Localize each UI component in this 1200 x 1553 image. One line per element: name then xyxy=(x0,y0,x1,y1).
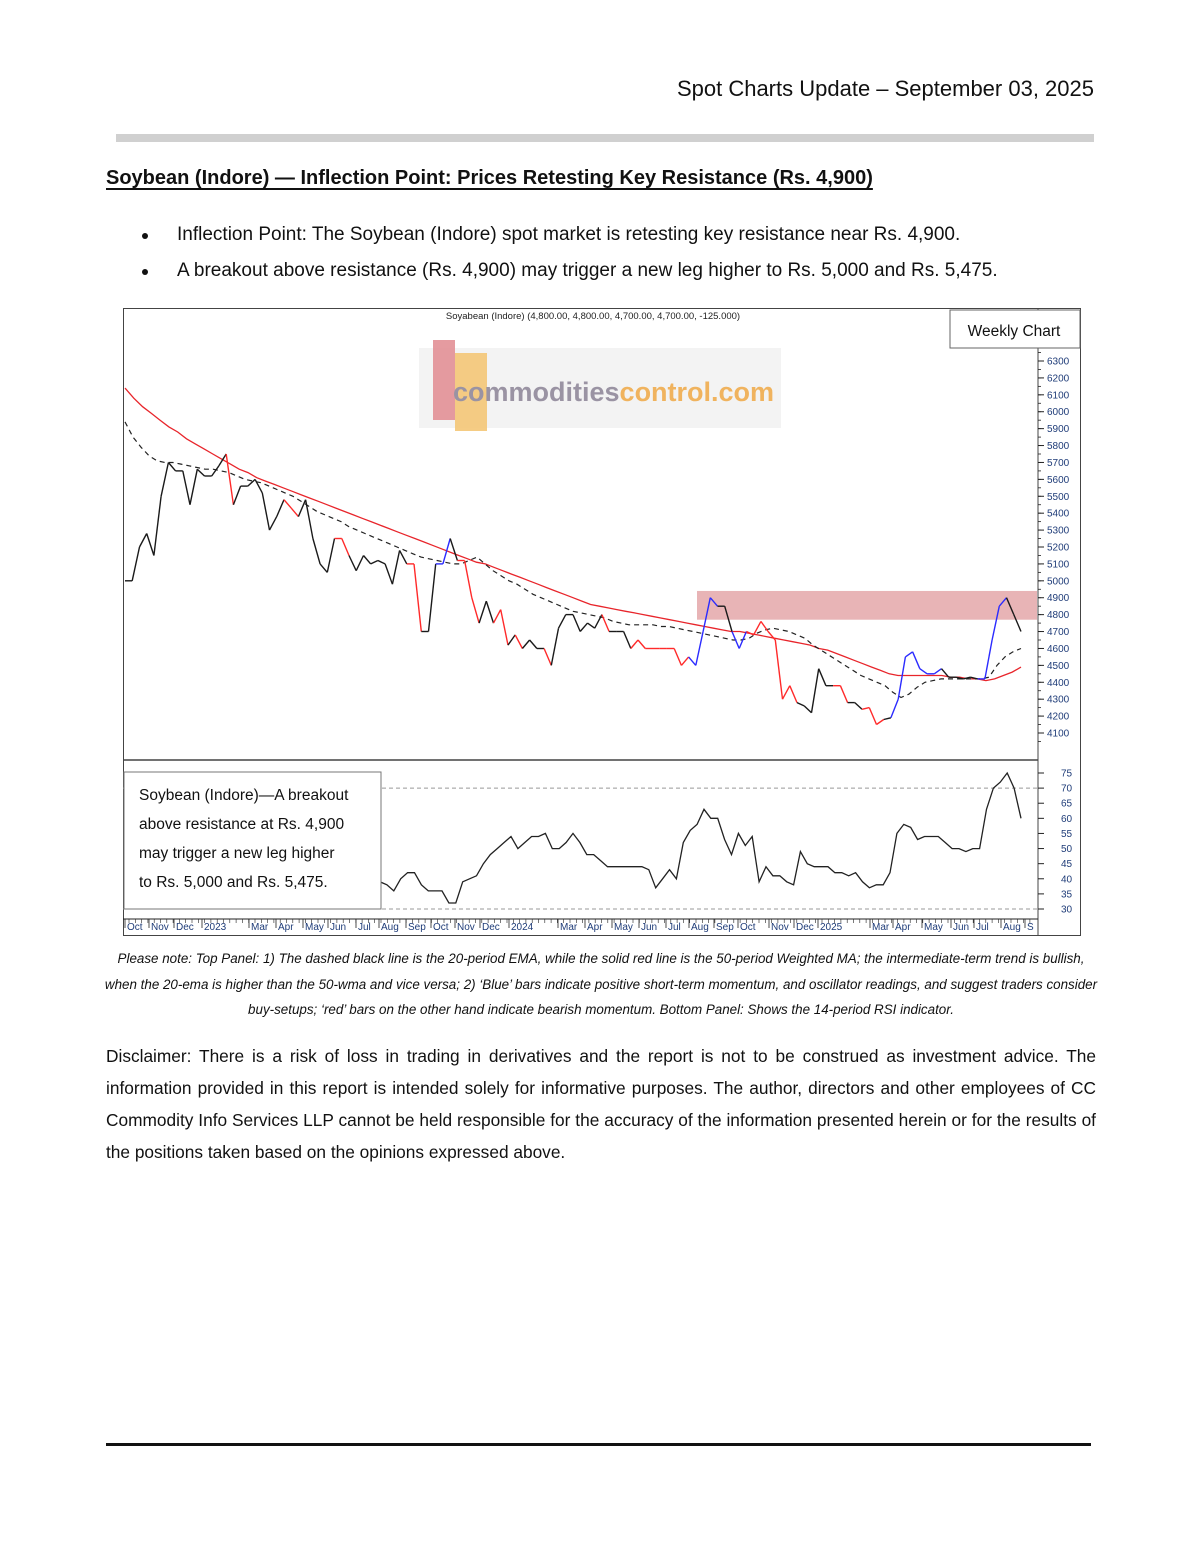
price-tick-label: 5700 xyxy=(1047,457,1070,469)
rsi-tick-label: 70 xyxy=(1061,783,1073,795)
x-tick-label: Apr xyxy=(895,922,911,933)
rsi-tick-label: 55 xyxy=(1061,828,1073,840)
x-tick-label: 2023 xyxy=(204,922,227,933)
bullet-icon xyxy=(142,269,148,275)
annotation-line: above resistance at Rs. 4,900 xyxy=(139,816,345,833)
price-tick-label: 4500 xyxy=(1047,660,1070,672)
x-tick-label: Mar xyxy=(560,922,578,933)
x-tick-label: Sep xyxy=(408,922,426,933)
price-tick-label: 5400 xyxy=(1047,508,1070,520)
price-tick-label: 4900 xyxy=(1047,593,1070,605)
chart-note: Please note: Top Panel: 1) The dashed black line is the 20-period EMA, while the solid red line is the 50-period Weighted MA; the intermediate-term trend is bullish, when the 20-ema is higher than the 50-wma and vice versa; 2) ‘Blue’ bars indicate positive short-term momentum, and oscillator readings, and suggest traders consider buy-setups; ‘red’ bars on the other hand indicate bearish momentum. Bottom Panel: Shows the 14-period RSI indicator. xyxy=(104,951,1098,1017)
x-tick-label: Sep xyxy=(716,922,734,933)
rsi-tick-label: 65 xyxy=(1061,798,1073,810)
price-tick-label: 4100 xyxy=(1047,728,1070,740)
resistance-zone-group xyxy=(697,591,1037,620)
x-tick-label: 2024 xyxy=(511,922,534,933)
x-tick-label: Nov xyxy=(151,922,169,933)
x-tick-label: May xyxy=(924,922,943,933)
x-tick-label: Oct xyxy=(433,922,449,933)
x-tick-label: May xyxy=(305,922,324,933)
x-tick-label: Nov xyxy=(457,922,475,933)
bullet-item xyxy=(140,222,998,258)
price-tick-label: 6100 xyxy=(1047,390,1070,402)
x-tick-label: Apr xyxy=(278,922,294,933)
x-tick-label: Jul xyxy=(358,922,371,933)
x-tick-label: Jul xyxy=(976,922,989,933)
x-tick-label: May xyxy=(614,922,633,933)
disclaimer: Disclaimer: There is a risk of loss in trading in derivatives and the report is not to be construed as investment advice. The information provided in this report is intended solely for informative purposes. The author, directors and other employees of CC Commodity Info Services LLP cannot be held responsible for the accuracy of the information presented herein or for the results of the positions taken based on the opinions expressed above. xyxy=(106,1046,1096,1162)
x-tick-label: Nov xyxy=(771,922,789,933)
x-tick-label: Oct xyxy=(740,922,756,933)
x-tick-label: Apr xyxy=(587,922,603,933)
rsi-tick-label: 40 xyxy=(1061,874,1073,886)
x-tick-label: Jun xyxy=(641,922,658,933)
price-tick-label: 5900 xyxy=(1047,424,1070,436)
resistance-zone xyxy=(697,591,1037,620)
x-tick-label: Mar xyxy=(251,922,269,933)
watermark-part-1: commodities xyxy=(453,377,620,407)
chart-title: Soyabean (Indore) (4,800.00, 4,800.00, 4,700.00, 4,700.00, -125.000) xyxy=(445,311,741,322)
bullet-list xyxy=(140,222,998,294)
price-tick-label: 4800 xyxy=(1047,610,1070,622)
x-tick-label: Mar xyxy=(872,922,890,933)
rsi-tick-label: 45 xyxy=(1061,859,1073,871)
price-tick-label: 4700 xyxy=(1047,627,1070,639)
x-tick-label: Dec xyxy=(176,922,194,933)
x-tick-label: Oct xyxy=(127,922,143,933)
price-tick-label: 5600 xyxy=(1047,474,1070,486)
bullet-icon xyxy=(142,233,148,239)
price-tick-label: 6000 xyxy=(1047,407,1070,419)
price-tick-label: 4200 xyxy=(1047,711,1070,723)
watermark-text xyxy=(453,377,774,407)
x-tick-label: Jun xyxy=(330,922,347,933)
price-tick-label: 5000 xyxy=(1047,576,1070,588)
price-tick-label: 5300 xyxy=(1047,525,1070,537)
chart-svg xyxy=(123,308,1081,936)
x-tick-label: Aug xyxy=(1003,922,1021,933)
price-tick-label: 6300 xyxy=(1047,356,1070,368)
x-tick-label: Dec xyxy=(796,922,814,933)
price-tick-label: 5800 xyxy=(1047,441,1070,453)
report-header: Spot Charts Update – September 03, 2025 xyxy=(676,76,1094,101)
price-tick-label: 5500 xyxy=(1047,491,1070,503)
x-tick-label: 2025 xyxy=(820,922,843,933)
bullet-text: A breakout above resistance (Rs. 4,900) may trigger a new leg higher to Rs. 5,000 and Rs. 5,475. xyxy=(177,260,998,281)
rsi-tick-label: 30 xyxy=(1061,904,1073,916)
x-tick-label: Aug xyxy=(381,922,399,933)
annotation-line: Soybean (Indore)—A breakout xyxy=(139,787,349,804)
article-title: Soybean (Indore) — Inflection Point: Prices Retesting Key Resistance (Rs. 4,900) xyxy=(106,167,873,189)
header-divider xyxy=(116,134,1094,142)
x-tick-label: Jun xyxy=(953,922,970,933)
price-tick-label: 4300 xyxy=(1047,694,1070,706)
price-tick-label: 6200 xyxy=(1047,373,1070,385)
watermark-logo xyxy=(419,340,781,431)
x-tick-label: S xyxy=(1027,922,1034,933)
x-tick-label: Dec xyxy=(482,922,500,933)
logo-red-block xyxy=(433,340,455,420)
rsi-tick-label: 50 xyxy=(1061,844,1073,856)
rsi-tick-label: 75 xyxy=(1061,768,1073,780)
watermark-part-2: control.com xyxy=(619,377,775,407)
weekly-chart xyxy=(123,308,1081,936)
weekly-chart-label: Weekly Chart xyxy=(967,323,1061,340)
x-tick-label: Jul xyxy=(668,922,681,933)
annotation-line: to Rs. 5,000 and Rs. 5,475. xyxy=(139,874,328,891)
rsi-tick-label: 60 xyxy=(1061,813,1073,825)
price-tick-label: 4600 xyxy=(1047,643,1070,655)
bullet-text: Inflection Point: The Soybean (Indore) spot market is retesting key resistance near Rs. 4,900. xyxy=(177,224,961,245)
price-tick-label: 5200 xyxy=(1047,542,1070,554)
footer-rule xyxy=(106,1443,1091,1446)
price-tick-label: 5100 xyxy=(1047,559,1070,571)
rsi-tick-label: 35 xyxy=(1061,889,1073,901)
annotation-line: may trigger a new leg higher xyxy=(139,845,335,862)
price-tick-label: 4400 xyxy=(1047,677,1070,689)
x-tick-label: Aug xyxy=(691,922,709,933)
bullet-item xyxy=(140,258,998,294)
